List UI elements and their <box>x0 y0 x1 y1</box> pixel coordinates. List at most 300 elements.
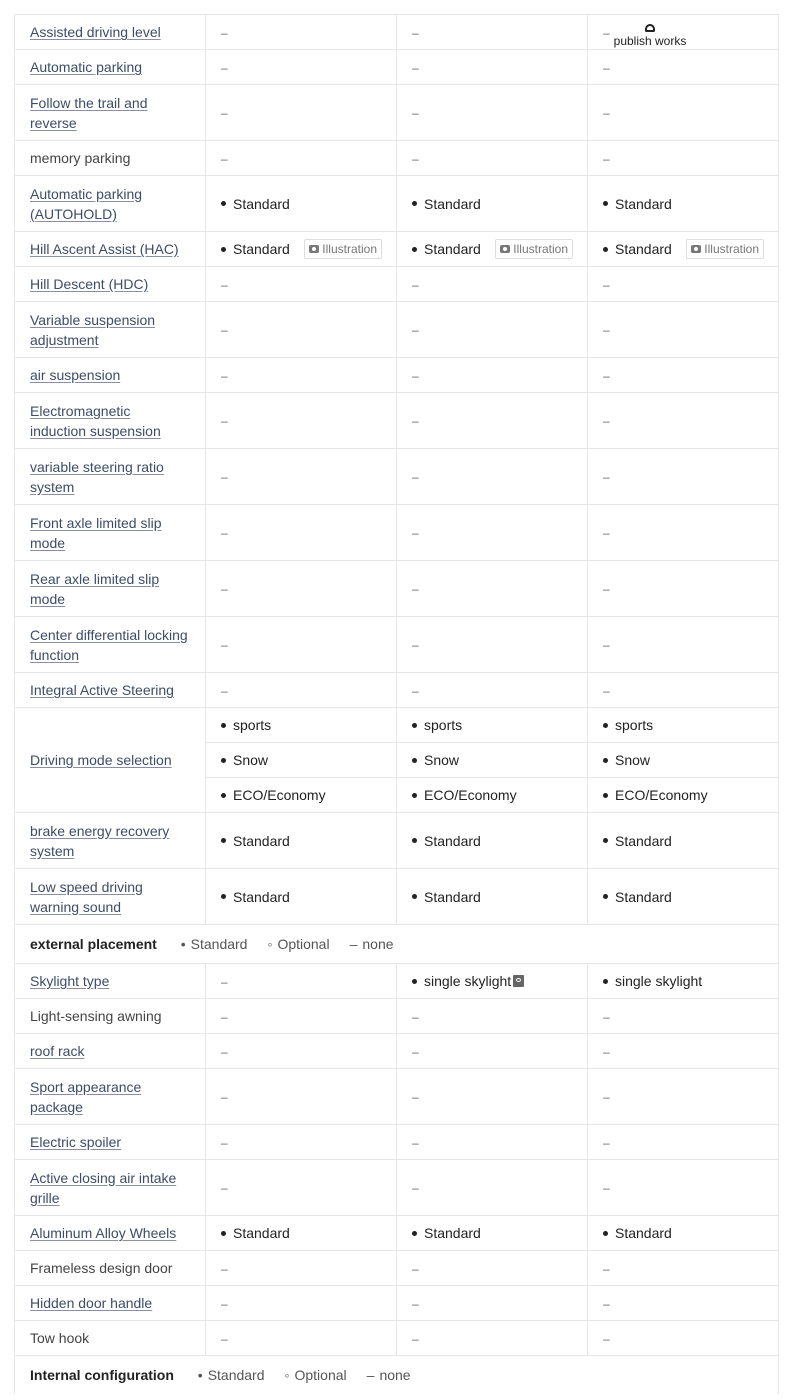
feature-value-cell <box>206 561 397 617</box>
none-value: – <box>221 414 228 428</box>
none-value: – <box>221 526 228 540</box>
feature-value-cell <box>588 1160 779 1216</box>
feature-name-link[interactable]: Integral Active Steering <box>30 682 174 698</box>
feature-value-cell <box>206 1125 397 1160</box>
feature-value-cell <box>588 1034 779 1069</box>
feature-value-cell <box>397 267 588 302</box>
feature-value-cell <box>397 15 588 50</box>
legend-symbol: ◦ <box>267 936 273 952</box>
feature-name-cell <box>15 267 206 302</box>
feature-name-cell <box>15 1160 206 1216</box>
bullet-icon <box>221 1231 226 1236</box>
feature-value-cell <box>588 449 779 505</box>
bullet-icon <box>412 758 417 763</box>
feature-name-cell <box>15 50 206 85</box>
table-row <box>15 141 779 176</box>
feature-value-cell <box>206 85 397 141</box>
feature-value-cell <box>397 232 588 267</box>
none-value: – <box>221 60 228 75</box>
table-row <box>15 813 779 869</box>
none-value: – <box>603 60 610 75</box>
feature-name-link[interactable]: Follow the trail and reverse <box>30 94 148 131</box>
feature-value-cell <box>206 232 397 267</box>
feature-value-cell <box>397 1160 588 1216</box>
legend-label: Optional <box>294 1367 347 1383</box>
feature-name-link[interactable]: Electromagnetic induction suspension <box>30 402 161 439</box>
none-value: – <box>412 1261 419 1276</box>
feature-name-link[interactable]: Skylight type <box>30 973 110 989</box>
feature-value: Standard <box>233 832 290 849</box>
feature-name-link[interactable]: air suspension <box>30 367 121 383</box>
feature-value-cell <box>397 358 588 393</box>
feature-value: Standard <box>615 832 672 849</box>
feature-value-cell <box>206 15 397 50</box>
feature-name-cell <box>15 1286 206 1321</box>
feature-value-cell <box>397 141 588 176</box>
none-value: – <box>603 1009 610 1024</box>
legend-item <box>367 1367 411 1383</box>
none-value: – <box>221 277 228 292</box>
feature-value-cell <box>397 673 588 708</box>
legend-symbol: • <box>197 1367 203 1383</box>
feature-value-cell <box>588 778 779 813</box>
feature-value-cell <box>206 358 397 393</box>
table-row <box>15 1251 779 1286</box>
feature-value: Standard <box>233 241 290 257</box>
none-value: – <box>221 1261 228 1276</box>
feature-value-cell <box>397 1286 588 1321</box>
feature-value: Standard <box>424 888 481 905</box>
bullet-icon <box>603 1231 608 1236</box>
none-value: – <box>603 277 610 292</box>
table-row <box>15 869 779 925</box>
none-value: – <box>603 1261 610 1276</box>
feature-value-cell <box>397 1125 588 1160</box>
feature-value-cell <box>588 1251 779 1286</box>
feature-value-cell <box>588 869 779 925</box>
none-value: – <box>412 683 419 698</box>
section-header-external <box>14 925 779 963</box>
feature-name-cell <box>15 505 206 561</box>
feature-value: Standard <box>233 888 290 905</box>
feature-name-link[interactable]: Hill Descent (HDC) <box>30 276 149 292</box>
none-value: – <box>412 1135 419 1150</box>
table-row <box>15 1286 779 1321</box>
feature-name-link[interactable]: Hill Ascent Assist (HAC) <box>30 241 179 257</box>
table-row <box>15 1034 779 1069</box>
bullet-icon <box>221 793 226 798</box>
camera-icon <box>309 245 319 253</box>
none-value: – <box>603 1181 610 1195</box>
none-value: – <box>221 106 228 120</box>
none-value: – <box>412 1181 419 1195</box>
feature-value-cell <box>588 1125 779 1160</box>
none-value: – <box>412 526 419 540</box>
feature-value-cell <box>206 708 397 743</box>
feature-value-cell <box>397 561 588 617</box>
bullet-icon <box>412 979 417 984</box>
none-value: – <box>603 638 610 652</box>
feature-value-cell <box>588 813 779 869</box>
feature-name-cell <box>15 813 206 869</box>
feature-name-link[interactable]: Electric spoiler <box>30 1134 122 1150</box>
table-row <box>15 232 779 267</box>
config-table-external <box>14 963 779 1356</box>
table-row <box>15 673 779 708</box>
feature-value-cell <box>206 964 397 999</box>
legend-label: none <box>362 936 394 952</box>
section-header-internal <box>14 1356 779 1394</box>
none-value: – <box>603 414 610 428</box>
feature-value: sports <box>615 717 654 733</box>
feature-name-link[interactable]: Automatic parking (AUTOHOLD) <box>30 185 143 222</box>
none-value: – <box>412 151 419 166</box>
none-value: – <box>221 683 228 698</box>
config-table-driving <box>14 14 779 925</box>
feature-name-cell <box>15 1034 206 1069</box>
feature-value-cell <box>206 141 397 176</box>
table-row <box>15 85 779 141</box>
bullet-icon <box>412 201 417 206</box>
feature-value-cell <box>588 673 779 708</box>
feature-name-cell <box>15 673 206 708</box>
none-value: – <box>221 974 228 989</box>
feature-name-link[interactable]: Driving mode selection <box>30 752 172 768</box>
none-value: – <box>412 368 419 383</box>
none-value: – <box>603 151 610 166</box>
none-value: – <box>603 683 610 698</box>
feature-name-link[interactable]: Active closing air intake grille <box>30 1169 177 1206</box>
bullet-icon <box>603 894 608 899</box>
feature-value-cell <box>588 1321 779 1356</box>
none-value: – <box>603 1044 610 1059</box>
none-value: – <box>221 1009 228 1024</box>
none-value: – <box>412 1090 419 1104</box>
table-row <box>15 449 779 505</box>
legend-item <box>267 936 329 952</box>
feature-value-cell <box>397 708 588 743</box>
feature-value-cell <box>206 176 397 232</box>
feature-value-cell <box>206 813 397 869</box>
none-value: – <box>412 638 419 652</box>
none-value: – <box>221 25 228 40</box>
feature-name-link[interactable]: Front axle limited slip mode <box>30 514 162 551</box>
feature-value-cell <box>206 1160 397 1216</box>
table-row <box>15 505 779 561</box>
none-value: – <box>412 323 419 337</box>
table-row <box>15 708 779 743</box>
bullet-icon <box>412 1231 417 1236</box>
feature-value-cell <box>206 302 397 358</box>
none-value: – <box>412 60 419 75</box>
feature-value-cell <box>206 617 397 673</box>
bullet-icon <box>603 793 608 798</box>
feature-name-label: memory parking <box>30 150 131 166</box>
feature-value-cell <box>588 561 779 617</box>
feature-value: Standard <box>615 241 672 257</box>
feature-value-cell <box>206 778 397 813</box>
bullet-icon <box>603 838 608 843</box>
feature-value-cell <box>206 505 397 561</box>
feature-name-link[interactable]: Rear axle limited slip mode <box>30 570 160 607</box>
bullet-icon <box>221 723 226 728</box>
none-value: – <box>603 368 610 383</box>
feature-value-cell <box>397 964 588 999</box>
none-value: – <box>221 1331 228 1346</box>
none-value: – <box>603 1296 610 1311</box>
none-value: – <box>603 25 610 40</box>
none-value: – <box>603 470 610 484</box>
none-value: – <box>412 1009 419 1024</box>
feature-value-cell <box>397 999 588 1034</box>
feature-name-link[interactable]: roof rack <box>30 1043 85 1059</box>
table-row <box>15 617 779 673</box>
feature-value: Standard <box>424 241 481 257</box>
none-value: – <box>221 368 228 383</box>
feature-value-cell <box>588 85 779 141</box>
feature-name-label: Frameless design door <box>30 1260 173 1276</box>
feature-name-link[interactable]: Sport appearance package <box>30 1078 142 1115</box>
legend-symbol: – <box>349 936 358 952</box>
none-value: – <box>412 1331 419 1346</box>
none-value: – <box>603 1331 610 1346</box>
none-value: – <box>221 582 228 596</box>
feature-value-cell <box>588 505 779 561</box>
bullet-icon <box>412 247 417 252</box>
feature-name-label: Light-sensing awning <box>30 1008 162 1024</box>
feature-value: Standard <box>424 1225 481 1241</box>
feature-value-cell <box>206 267 397 302</box>
feature-value: ECO/Economy <box>233 787 326 803</box>
feature-value-cell <box>588 708 779 743</box>
none-value: – <box>412 1296 419 1311</box>
feature-value-cell <box>397 869 588 925</box>
feature-value-cell <box>397 1321 588 1356</box>
feature-name-cell <box>15 15 206 50</box>
legend-item <box>181 936 248 952</box>
feature-name-link[interactable]: Center differential locking function <box>30 626 188 663</box>
feature-value: Standard <box>233 1225 290 1241</box>
camera-icon <box>500 245 510 253</box>
feature-name-link[interactable]: Variable suspension adjustment <box>30 311 156 348</box>
feature-name-cell <box>15 964 206 999</box>
feature-value-cell <box>588 743 779 778</box>
legend-label: Standard <box>190 936 248 952</box>
none-value: – <box>412 25 419 40</box>
feature-name-link[interactable]: Assisted driving level <box>30 24 161 40</box>
feature-value-cell <box>588 15 779 50</box>
none-value: – <box>603 582 610 596</box>
feature-value-cell <box>397 85 588 141</box>
feature-name-cell <box>15 1321 206 1356</box>
table-row <box>15 267 779 302</box>
legend-item <box>350 936 394 952</box>
illustration-button[interactable] <box>304 239 382 259</box>
feature-name-cell <box>15 1251 206 1286</box>
feature-value-cell <box>397 1216 588 1251</box>
feature-value-cell <box>588 1216 779 1251</box>
none-value: – <box>221 323 228 337</box>
feature-value: sports <box>233 717 272 733</box>
feature-name-link[interactable]: variable steering ratio system <box>30 458 164 495</box>
bullet-icon <box>603 201 608 206</box>
feature-value-cell <box>588 999 779 1034</box>
none-value: – <box>603 526 610 540</box>
feature-name-link[interactable]: Automatic parking <box>30 59 143 75</box>
feature-value-cell <box>397 393 588 449</box>
feature-name-cell <box>15 1125 206 1160</box>
illustration-label: Illustration <box>513 242 568 256</box>
feature-value-cell <box>588 1286 779 1321</box>
feature-value-cell <box>397 743 588 778</box>
feature-value-cell <box>588 232 779 267</box>
bullet-icon <box>603 247 608 252</box>
feature-name-cell <box>15 561 206 617</box>
feature-value-cell <box>206 999 397 1034</box>
none-value: – <box>412 470 419 484</box>
feature-value-cell <box>588 176 779 232</box>
feature-name-cell <box>15 176 206 232</box>
feature-value-cell <box>588 50 779 85</box>
none-value: – <box>412 106 419 120</box>
feature-value-cell <box>588 964 779 999</box>
feature-value: Standard <box>615 195 672 212</box>
feature-value: single skylight <box>424 973 512 989</box>
none-value: – <box>603 1135 610 1150</box>
table-row <box>15 1160 779 1216</box>
feature-value-cell <box>397 176 588 232</box>
feature-value-cell <box>206 1321 397 1356</box>
feature-value-cell <box>397 505 588 561</box>
none-value: – <box>221 470 228 484</box>
feature-value-cell <box>206 393 397 449</box>
none-value: – <box>603 106 610 120</box>
feature-value-cell <box>206 869 397 925</box>
bullet-icon <box>412 838 417 843</box>
feature-name-cell <box>15 393 206 449</box>
feature-value-cell <box>206 1216 397 1251</box>
table-row <box>15 1069 779 1125</box>
table-row <box>15 358 779 393</box>
feature-name-cell <box>15 85 206 141</box>
table-row <box>15 302 779 358</box>
bullet-icon <box>221 894 226 899</box>
bullet-icon <box>221 247 226 252</box>
feature-name-cell <box>15 708 206 813</box>
publish-works-label: publish works <box>613 34 687 48</box>
table-row <box>15 999 779 1034</box>
feature-value-cell <box>397 1251 588 1286</box>
feature-name-cell <box>15 617 206 673</box>
feature-value-cell <box>206 743 397 778</box>
none-value: – <box>221 1296 228 1311</box>
config-table-wrapper <box>14 14 780 1394</box>
legend-item <box>198 1367 265 1383</box>
feature-name-cell <box>15 358 206 393</box>
none-value: – <box>221 1090 228 1104</box>
bullet-icon <box>603 758 608 763</box>
feature-value: ECO/Economy <box>615 787 708 803</box>
feature-value-cell <box>397 449 588 505</box>
legend-symbol: ◦ <box>284 1367 290 1383</box>
none-value: – <box>221 151 228 166</box>
feature-value-cell <box>206 50 397 85</box>
legend-symbol: – <box>366 1367 375 1383</box>
feature-value-cell <box>397 50 588 85</box>
feature-name-link[interactable]: brake energy recovery system <box>30 822 170 859</box>
none-value: – <box>221 1135 228 1150</box>
feature-value-cell <box>206 1286 397 1321</box>
illustration-button[interactable] <box>495 239 573 259</box>
feature-value-cell <box>397 302 588 358</box>
feature-value: Snow <box>615 752 651 768</box>
feature-name-cell <box>15 869 206 925</box>
feature-name-link[interactable]: Aluminum Alloy Wheels <box>30 1225 177 1241</box>
none-value: – <box>221 1044 228 1059</box>
feature-value: Standard <box>424 832 481 849</box>
legend-item <box>285 1367 347 1383</box>
none-value: – <box>412 414 419 428</box>
none-value: – <box>603 323 610 337</box>
feature-value: Snow <box>233 752 269 768</box>
table-row <box>15 176 779 232</box>
feature-value-cell <box>588 393 779 449</box>
table-row <box>15 1321 779 1356</box>
table-row <box>15 964 779 999</box>
table-row <box>15 393 779 449</box>
bullet-icon <box>603 979 608 984</box>
feature-value: single skylight <box>615 973 703 989</box>
feature-value: Snow <box>424 752 460 768</box>
feature-name-cell <box>15 141 206 176</box>
feature-value: Standard <box>615 1225 672 1241</box>
feature-value-cell <box>206 1251 397 1286</box>
bullet-icon <box>221 838 226 843</box>
feature-value-cell <box>397 617 588 673</box>
feature-name-link[interactable]: Low speed driving warning sound <box>30 878 143 915</box>
none-value: – <box>412 582 419 596</box>
feature-name-cell <box>15 999 206 1034</box>
feature-name-label: Tow hook <box>30 1330 90 1346</box>
none-value: – <box>603 1090 610 1104</box>
feature-name-cell <box>15 302 206 358</box>
illustration-button[interactable] <box>686 239 764 259</box>
feature-value: Standard <box>424 195 481 212</box>
feature-name-cell <box>15 1069 206 1125</box>
feature-value-cell <box>588 1069 779 1125</box>
table-row <box>15 15 779 50</box>
feature-name-cell <box>15 232 206 267</box>
feature-value-cell <box>397 813 588 869</box>
bullet-icon <box>603 723 608 728</box>
feature-value-cell <box>588 302 779 358</box>
none-value: – <box>221 638 228 652</box>
feature-value-cell <box>397 778 588 813</box>
bullet-icon <box>412 894 417 899</box>
feature-name-link[interactable]: Hidden door handle <box>30 1295 153 1311</box>
table-row <box>15 1216 779 1251</box>
feature-name-cell <box>15 449 206 505</box>
section-title: Internal configuration <box>30 1367 174 1383</box>
camera-icon <box>691 245 701 253</box>
feature-value-cell <box>588 141 779 176</box>
legend-symbol: • <box>180 936 186 952</box>
feature-value-cell <box>397 1034 588 1069</box>
book-icon[interactable] <box>513 975 524 987</box>
bullet-icon <box>221 201 226 206</box>
illustration-label: Illustration <box>322 242 377 256</box>
table-row <box>15 50 779 85</box>
